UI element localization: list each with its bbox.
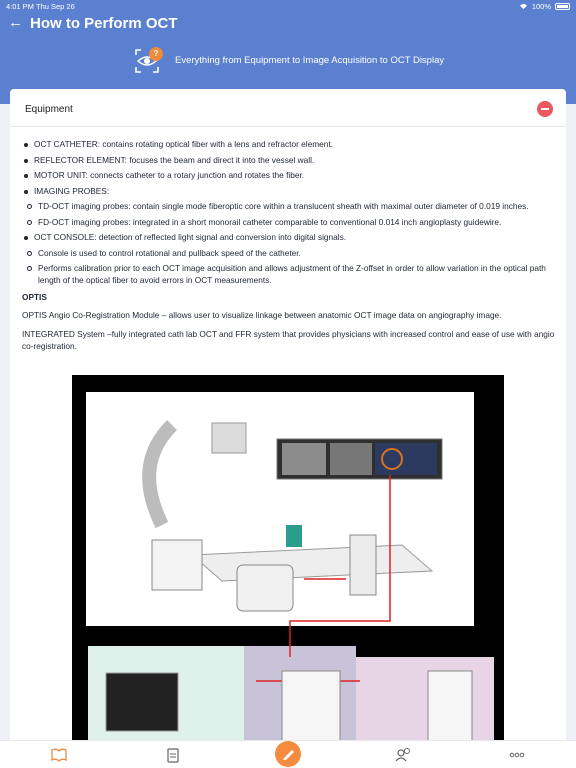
list-item: REFLECTOR ELEMENT: focuses the beam and direct it into the vessel wall. (22, 155, 556, 167)
battery-icon (555, 3, 570, 10)
sub-list-item: FD-OCT imaging probes: integrated in a short monorail catheter comparable to conventional 0.014 inch angioplasty guidewire. (22, 217, 556, 229)
edit-fab-button[interactable] (275, 741, 301, 767)
sub-list-item: Console is used to control rotational and pullback speed of the catheter. (22, 248, 556, 260)
collapse-minus-icon[interactable] (537, 101, 553, 117)
page-title: How to Perform OCT (30, 15, 178, 32)
clipboard-icon[interactable] (164, 746, 182, 764)
section-title: Equipment (25, 104, 73, 115)
optis-heading: OPTIS (22, 292, 47, 302)
sub-list-item: Performs calibration prior to each OCT image acquisition and allows adjustment of the Z-offset in order to allow variation in the optical path length of the optical fiber to avoid errors in OCT measurements. (22, 263, 556, 286)
equipment-illustration (72, 375, 504, 749)
sub-list-item: TD-OCT imaging probes: contain single mode fiberoptic core within a translucent sheath with maximal outer diameter of 0.019 inches. (22, 201, 556, 213)
book-icon[interactable] (50, 746, 68, 764)
wifi-icon (519, 3, 528, 10)
section-content (22, 139, 556, 360)
equipment-card (10, 89, 566, 749)
status-date: Thu Sep 26 (36, 2, 75, 11)
list-item: IMAGING PROBES: (22, 186, 556, 198)
battery-percent: 100% (531, 2, 551, 11)
more-icon[interactable] (508, 746, 526, 764)
back-arrow-icon[interactable]: ← (8, 14, 23, 31)
list-item: MOTOR UNIT: connects catheter to a rotary junction and rotates the fiber. (22, 170, 556, 182)
banner-subtitle: Everything from Equipment to Image Acquisition to OCT Display (175, 55, 445, 66)
list-item: OCT CONSOLE: detection of reflected light signal and conversion into digital signals. (22, 232, 556, 244)
list-item: OCT CATHETER: contains rotating optical fiber with a lens and refractor element. (22, 139, 556, 151)
status-bar (0, 0, 576, 13)
integrated-paragraph: INTEGRATED System –fully integrated cath lab OCT and FFR system that provides physicians with increased control and ease of use with angio co-registration. (22, 329, 555, 351)
pencil-icon (275, 741, 301, 767)
optis-paragraph: OPTIS Angio Co-Registration Module – allows user to visualize linkage between anatomic OCT image data on angiography image. (22, 309, 502, 320)
users-icon[interactable] (394, 746, 412, 764)
status-time: 4:01 PM (6, 2, 34, 11)
help-badge: ? (149, 47, 163, 61)
section-header[interactable] (10, 89, 566, 127)
